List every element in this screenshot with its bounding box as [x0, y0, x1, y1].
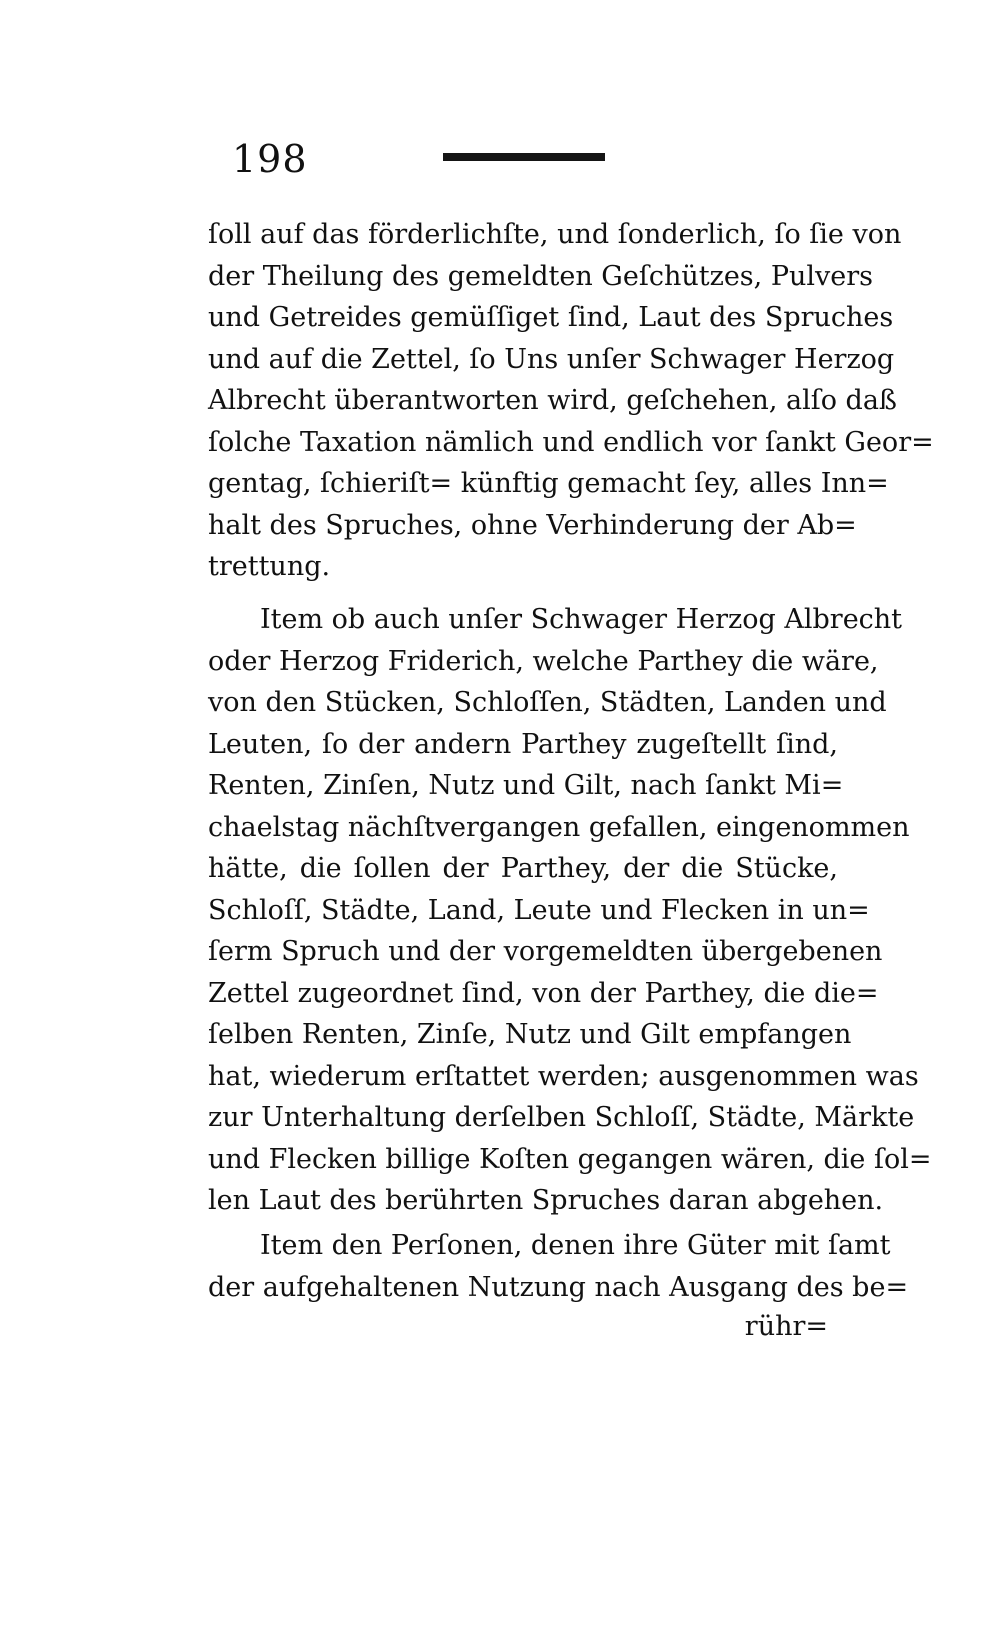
text-line: von den Stücken, Schloſſen, Städten, Landen und: [208, 687, 887, 718]
text-line: hat, wiederum erſtattet werden; ausgenommen was: [208, 1060, 919, 1092]
text-line: len Laut des berührten Spruches daran abgehen.: [208, 1185, 884, 1216]
text-line: und auf die Zettel, ſo Uns unſer Schwager Herzog: [208, 343, 895, 375]
text-line: oder Herzog Friderich, welche Parthey die wäre,: [208, 645, 879, 677]
text-line: zur Unterhaltung derſelben Schloſſ, Städte, Märkte: [208, 1102, 915, 1133]
paragraph-3: [208, 1225, 909, 1308]
text-line: Renten, Zinſen, Nutz und Gilt, nach ſankt Mi=: [208, 770, 844, 801]
catchword: rühr=: [744, 1311, 828, 1342]
paragraph-2: [208, 599, 932, 1222]
text-line: und Flecken billige Koſten gegangen wären, die ſol=: [208, 1143, 932, 1175]
text-line: Item den Perſonen, denen ihre Güter mit ſamt: [260, 1230, 891, 1261]
text-line: Schloſſ, Städte, Land, Leute und Flecken in un=: [208, 894, 870, 926]
header-rule: [443, 153, 605, 161]
text-line: Albrecht überantworten wird, geſchehen, alſo daß: [208, 385, 897, 416]
text-line: trettung.: [208, 551, 331, 582]
text-line: und Getreides gemüſſiget ſind, Laut des Spruches: [208, 302, 894, 333]
text-line: Zettel zugeordnet ſind, von der Parthey, die die=: [208, 977, 879, 1009]
text-line: der aufgehaltenen Nutzung nach Ausgang des be=: [208, 1271, 909, 1303]
text-line: Leuten, ſo der andern Parthey zugeſtellt ſind,: [208, 728, 838, 760]
text-line: ſolche Taxation nämlich und endlich vor ſankt Geor=: [208, 426, 934, 458]
text-line: der Theilung des gemeldten Geſchützes, Pulvers: [208, 260, 874, 292]
text-line: ſoll auf das förderlichſte, und ſonderlich, ſo ſie von: [208, 219, 902, 250]
text-line: gentag, ſchieriſt= künftig gemacht ſey, alles Inn=: [208, 468, 889, 499]
text-line: ſerm Spruch und der vorgemeldten übergebenen: [208, 936, 883, 967]
text-line: Item ob auch unſer Schwager Herzog Albrecht: [260, 604, 903, 635]
text-line: ſelben Renten, Zinſe, Nutz und Gilt empfangen: [208, 1019, 852, 1050]
page-number: 198: [232, 137, 308, 181]
text-line: hätte, die ſollen der Parthey, der die Stücke,: [208, 853, 838, 884]
text-line: halt des Spruches, ohne Verhinderung der Ab=: [208, 509, 857, 541]
text-line: chaelstag nächſtvergangen gefallen, eingenommen: [208, 811, 910, 843]
paragraph-1: [208, 214, 934, 588]
